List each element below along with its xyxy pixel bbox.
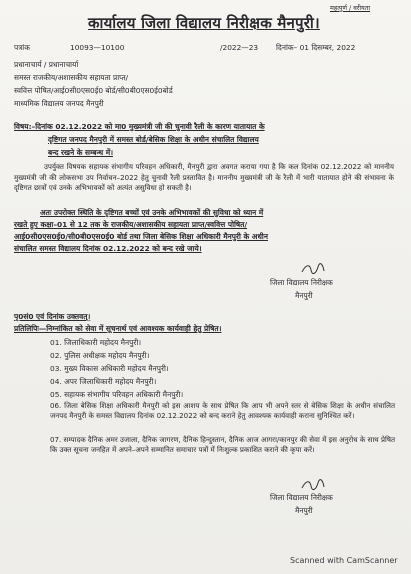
copy-item-long: 06. जिला बेसिक शिक्षा अधिकारी मैनपुरी को इस आशय के साथ प्रेषित कि आप भी अपने स्तर से बेसिक शिक्षा के अधीन संचालित जनपद मैनपुरी के समस्त विद्यालय दिनांक 02.12.2022 को बन्द कराने हेतु आवश्यक कार्यवाही कराना सुनिश्चित करें। (50, 401, 395, 421)
subject-line: बन्द रखने के सम्बन्ध में। (48, 148, 113, 157)
signatory-place: मैनपुरी (295, 291, 313, 300)
recipient-line: समस्त राजकीय/अशासकीय सहायता प्राप्त/ (14, 73, 129, 82)
body-emphasis-line: संचालित समस्त विद्यालय दिनांक 02.12.2022 को बन्द रखे जाये। (14, 244, 202, 253)
copy-item: 01. जिलाधिकारी महोदय मैनपुरी। (50, 338, 142, 347)
signatory-place: मैनपुरी (295, 506, 313, 515)
body-paragraph: उपर्युक्त विषयक सहायक संभागीय परिवहन अधिकारी, मैनपुरी द्वारा अवगत कराया गया है कि कल दिनांक 02.12.2022 को माननीय मुख्यमंत्री जी की लोकसभा उप निर्वाचन–2022 हेतु चुनावी रैली प्रस्तावित है। माननीय मुख्यमंत्री जी के रैली में भारी यातायात होने की संभावना के दृष्टिगत छात्रों एवं उनके अभिभावकों को अत्यंत असुविधा हो सकती है। (14, 162, 394, 193)
copy-reference: पृ0सं0 एवं दिनांक उक्तवत्। (14, 312, 91, 321)
copy-item: 02. पुलिस अधीक्षक महोदय मैनपुरी। (50, 351, 150, 360)
subject-line: विषय:–दिनांक 02.12.2022 को मा0 मुख्यमंत्री जी की चुनावी रैली के कारण यातायात के (14, 122, 265, 131)
copy-heading: प्रतिलिपिः—निम्नांकित को सेवा में सूचनार्थ एवं आवश्यक कार्यवाही हेतु प्रेषित। (14, 324, 222, 333)
body-emphasis-line: अतः उपरोक्त स्थिति के दृष्टिगत बच्चों एवं उनके अभिभावकों की सुविधा को ध्यान में (40, 208, 264, 217)
letter-date: दिनांक– 01 दिसम्बर, 2022 (276, 43, 356, 52)
copy-item: 03. मुख्य विकास अधिकारी महोदय मैनपुरी। (50, 364, 169, 373)
recipient-line: प्रधानाचार्य / प्रधानाचार्या (14, 60, 79, 69)
signatory-designation: जिला विद्यालय निरीक्षक (270, 278, 333, 287)
ref-label: पत्रांक (14, 43, 30, 52)
copy-item: 04. अपर जिलाधिकारी महोदय मैनपुरी। (50, 377, 157, 386)
scanner-watermark: Scanned with CamScanner (290, 556, 398, 565)
body-emphasis-line: रखते हुए कक्षा–01 से 12 तक के राजकीय/अशासकीय सहायता प्राप्त/स्ववित्त पोषित/ (14, 220, 248, 229)
copy-item: 05. सहायक संभागीय परिवहन अधिकारी मैनपुरी। (50, 390, 184, 399)
priority-tag: महत्पुर्ण / वरीयता (330, 4, 371, 12)
ref-session: /2022—23 (220, 43, 259, 52)
recipient-line: स्ववित्त पोषित/आई0सी0एस0ई0 बोर्ड/सी0बी0एस0ई0बोर्ड (14, 86, 173, 95)
body-emphasis-line: आई0सी0एस0ई0/सी0बी0एस0ई0 बोर्ड तथा जिला बेसिक शिक्षा अधिकारी मैनपुरी के अधीन (14, 232, 268, 241)
subject-line: दृष्टिगत जनपद मैनपुरी में समस्त बोर्ड/बेसिक शिक्षा के अधीन संचालित विद्यालय (48, 135, 259, 144)
handwritten-signature (300, 262, 326, 276)
signatory-designation: जिला विद्यालय निरीक्षक (270, 493, 333, 502)
office-title: कार्यालय जिला विद्यालय निरीक्षक मैनपुरी। (88, 14, 320, 32)
ref-number: 10093—10100 (70, 43, 125, 52)
copy-item-long: 07. सम्पादक दैनिक अमर उजाला, दैनिक जागरण, दैनिक हिन्दुस्तान, दैनिक आज आगरा/कानपुर की सेवा में इस अनुरोध के साथ प्रेषित कि उक्त सूचना जनहित में अपने–अपने सम्मानित समाचार पत्रों में निःशुल्क प्रकाशित कराने की कृपा करें। (50, 435, 395, 455)
handwritten-signature (300, 478, 326, 492)
recipient-line: माध्यमिक विद्यालय जनपद मैनपुरी (14, 99, 104, 108)
